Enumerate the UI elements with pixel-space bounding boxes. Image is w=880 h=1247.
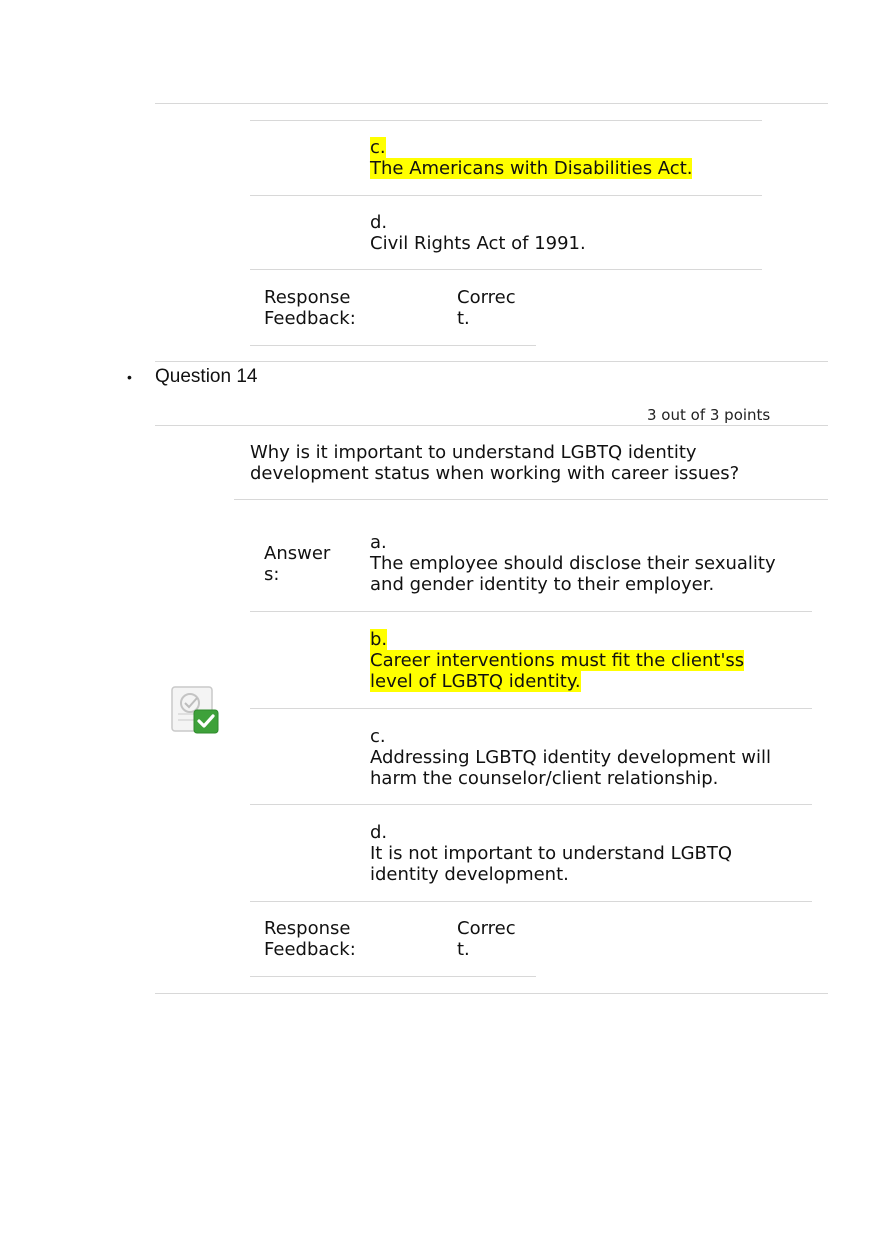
- answer-c: [370, 726, 771, 789]
- answer-line: It is not important to understand LGBTQ: [370, 843, 733, 864]
- answer-line: identity development.: [370, 864, 569, 885]
- correct-answer-icon: [169, 684, 221, 736]
- prompt-line: Why is it important to understand LGBTQ identity: [250, 442, 697, 463]
- answer-letter: b.: [370, 629, 388, 650]
- answer-divider: [250, 804, 812, 805]
- answer-letter: a.: [370, 532, 387, 553]
- question-header-divider: [155, 425, 828, 426]
- answer-line: Career interventions must fit the client'ss: [370, 650, 745, 671]
- answer-line: and gender identity to their employer.: [370, 574, 715, 595]
- response-feedback-label: [264, 918, 356, 960]
- answer-line: Addressing LGBTQ identity development will: [370, 747, 772, 768]
- answers-label-line: s:: [264, 564, 280, 585]
- choice-c-text: The Americans with Disabilities Act.: [370, 158, 693, 179]
- feedback-value-line: t.: [457, 939, 470, 960]
- answer-line: harm the counselor/client relationship.: [370, 768, 719, 789]
- choice-c-letter: c.: [370, 137, 386, 158]
- answers-label-line: Answer: [264, 543, 331, 564]
- response-feedback-value: [457, 287, 516, 329]
- answer-line: The employee should disclose their sexuality: [370, 553, 776, 574]
- choice-divider: [250, 269, 762, 270]
- answer-divider: [250, 901, 812, 902]
- question-points: 3 out of 3 points: [647, 406, 771, 424]
- feedback-label-line: Feedback:: [264, 308, 356, 329]
- choice-divider: [250, 195, 762, 196]
- prompt-line: development status when working with career issues?: [250, 463, 740, 484]
- choice-divider: [250, 120, 762, 121]
- feedback-divider: [250, 345, 536, 346]
- question-title: Question 14: [155, 366, 258, 387]
- feedback-value-line: Correc: [457, 918, 516, 939]
- answer-d: [370, 822, 732, 885]
- feedback-divider: [250, 976, 536, 977]
- feedback-label-line: Response: [264, 287, 351, 308]
- feedback-label-line: Response: [264, 918, 351, 939]
- answer-divider: [250, 708, 812, 709]
- choice-d-text: Civil Rights Act of 1991.: [370, 233, 586, 254]
- list-bullet: •: [127, 369, 132, 385]
- question-divider: [155, 361, 828, 362]
- answer-divider: [250, 611, 812, 612]
- feedback-label-line: Feedback:: [264, 939, 356, 960]
- answer-letter: c.: [370, 726, 386, 747]
- feedback-value-line: Correc: [457, 287, 516, 308]
- answers-label: [264, 543, 330, 585]
- bottom-divider: [155, 993, 828, 994]
- answer-letter: d.: [370, 822, 388, 843]
- question-prompt: [250, 442, 739, 484]
- answer-line: level of LGBTQ identity.: [370, 671, 581, 692]
- choice-d-letter: d.: [370, 212, 388, 233]
- feedback-value-line: t.: [457, 308, 470, 329]
- response-feedback-value: [457, 918, 516, 960]
- top-divider: [155, 103, 828, 104]
- response-feedback-label: [264, 287, 356, 329]
- prompt-divider: [234, 499, 828, 500]
- answer-b-selected: [370, 629, 744, 692]
- answer-a: [370, 532, 776, 595]
